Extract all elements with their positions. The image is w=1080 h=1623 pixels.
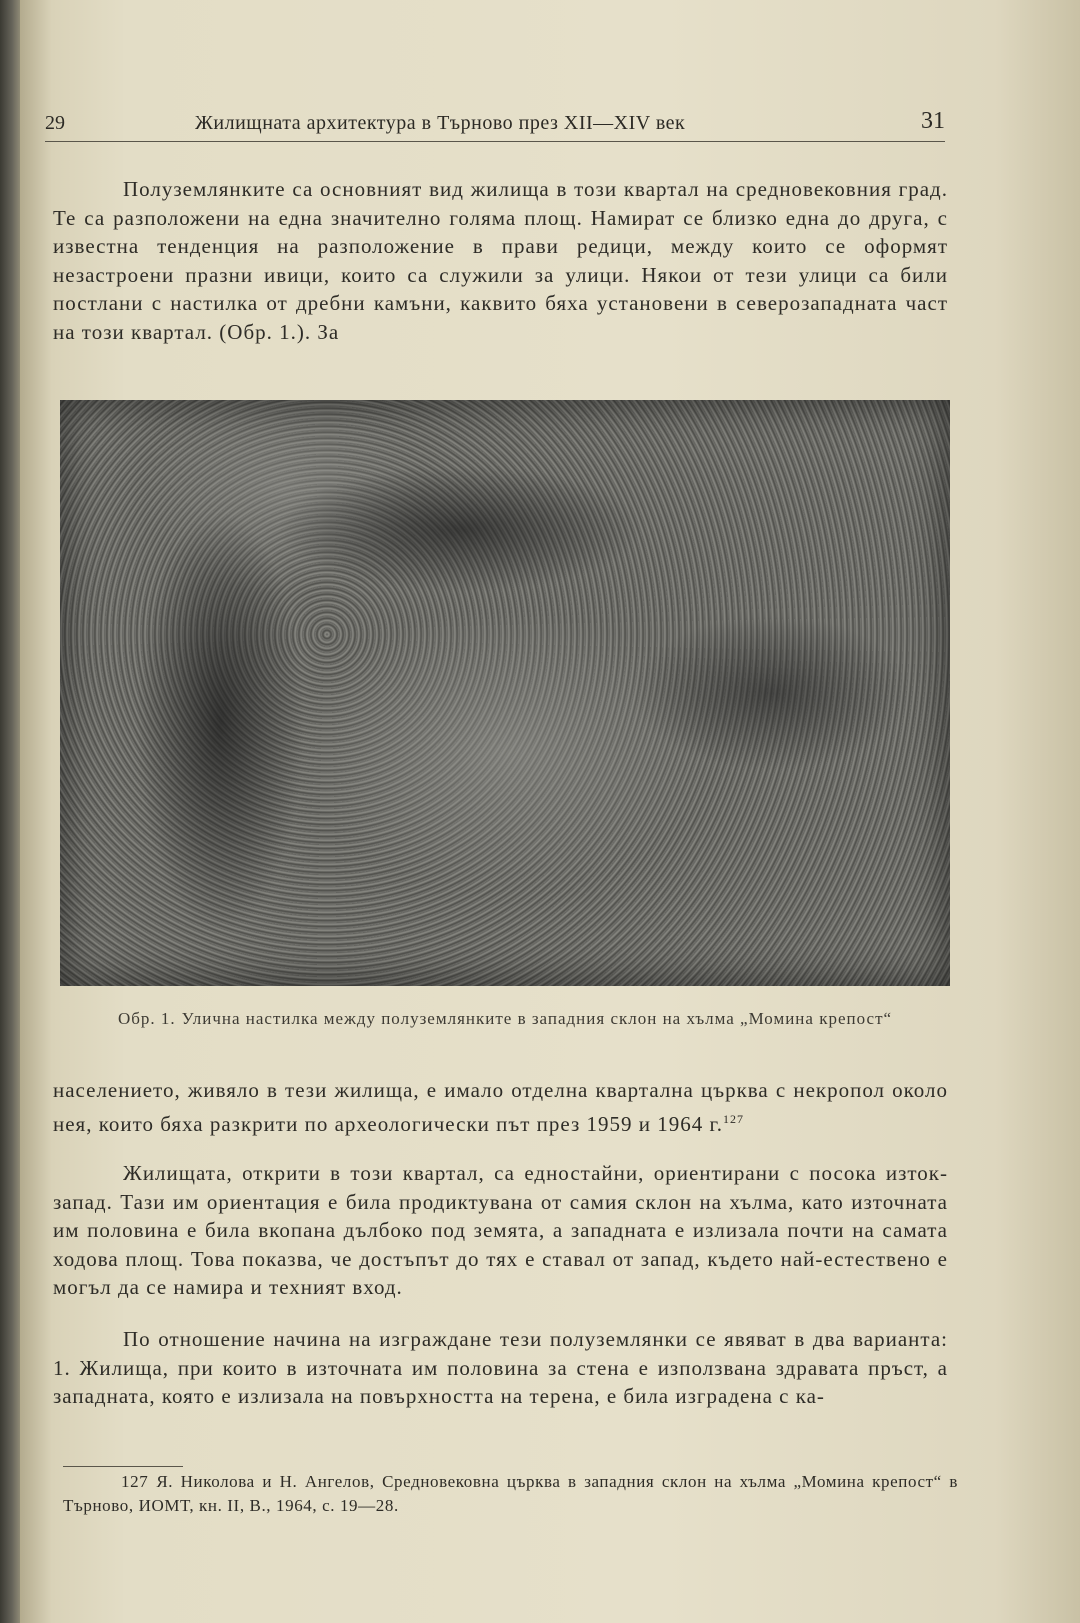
footnote-text: Я. Николова и Н. Ангелов, Средновековна църква в западния склон на хълма „Момина крепост“ в Търново, ИОМТ, кн. II, В., 1964, с. 19—28. bbox=[63, 1472, 958, 1515]
page-number-left: 29 bbox=[45, 112, 65, 134]
figure-caption bbox=[60, 1007, 950, 1031]
running-header bbox=[45, 108, 945, 142]
paragraph-2-text: населението, живяло в тези жилища, е имало отделна квартална църква с некропол около нея, които бяха разкрити по археологически път през 1959 и 1964 г. bbox=[53, 1078, 948, 1136]
footnote bbox=[63, 1470, 958, 1518]
page-number-right: 31 bbox=[921, 108, 945, 134]
footnote-rule bbox=[63, 1466, 183, 1467]
header-rule bbox=[45, 141, 945, 142]
paragraph-1: Полуземлянките са основният вид жилища в този квартал на средновековния град. Те са разположени на една значително голяма площ. Намират се близко една до друга, с известна тенденция на разположение в прави редици, между които се оформят незастроени празни ивици, които са служили за улици. Някои от тези улици са били постлани с настилка от дребни камъни, каквито бяха установени в северозападната част на този квартал. (Обр. 1.). За bbox=[53, 177, 948, 344]
footnote-number: 127 bbox=[121, 1472, 149, 1491]
paragraph-4: По отношение начина на изграждане тези полуземлянки се явяват в два варианта: 1. Жилища, при които в източната им половина за стена е използвана здравата пръст, а западната, която е излизала на повърхността на терена, е била изградена с ка- bbox=[53, 1327, 948, 1408]
figure-label: Обр. 1. bbox=[117, 1009, 176, 1028]
figure-caption-text: Улична настилка между полуземлянките в западния склон на хълма „Момина крепост“ bbox=[181, 1009, 893, 1028]
book-spine bbox=[0, 0, 20, 1623]
footnote-ref: 127 bbox=[723, 1111, 745, 1126]
paragraph-3: Жилищата, открити в този квартал, са едностайни, ориентирани с посока изток-запад. Тази им ориентация е била продиктувана от самия склон на хълма, като източната им половина е била вкопана дълбоко под земята, а западната е излизала почти на самата ходова площ. Това показва, че достъпът до тях е ставал от запад, където най-естествено е могъл да се намира и техният вход. bbox=[53, 1161, 948, 1299]
paragraph-2 bbox=[53, 1076, 948, 1138]
running-title: Жилищната архитектура в Търново през XII—XIV век bbox=[195, 112, 686, 134]
figure-photo-street-paving bbox=[60, 400, 950, 986]
